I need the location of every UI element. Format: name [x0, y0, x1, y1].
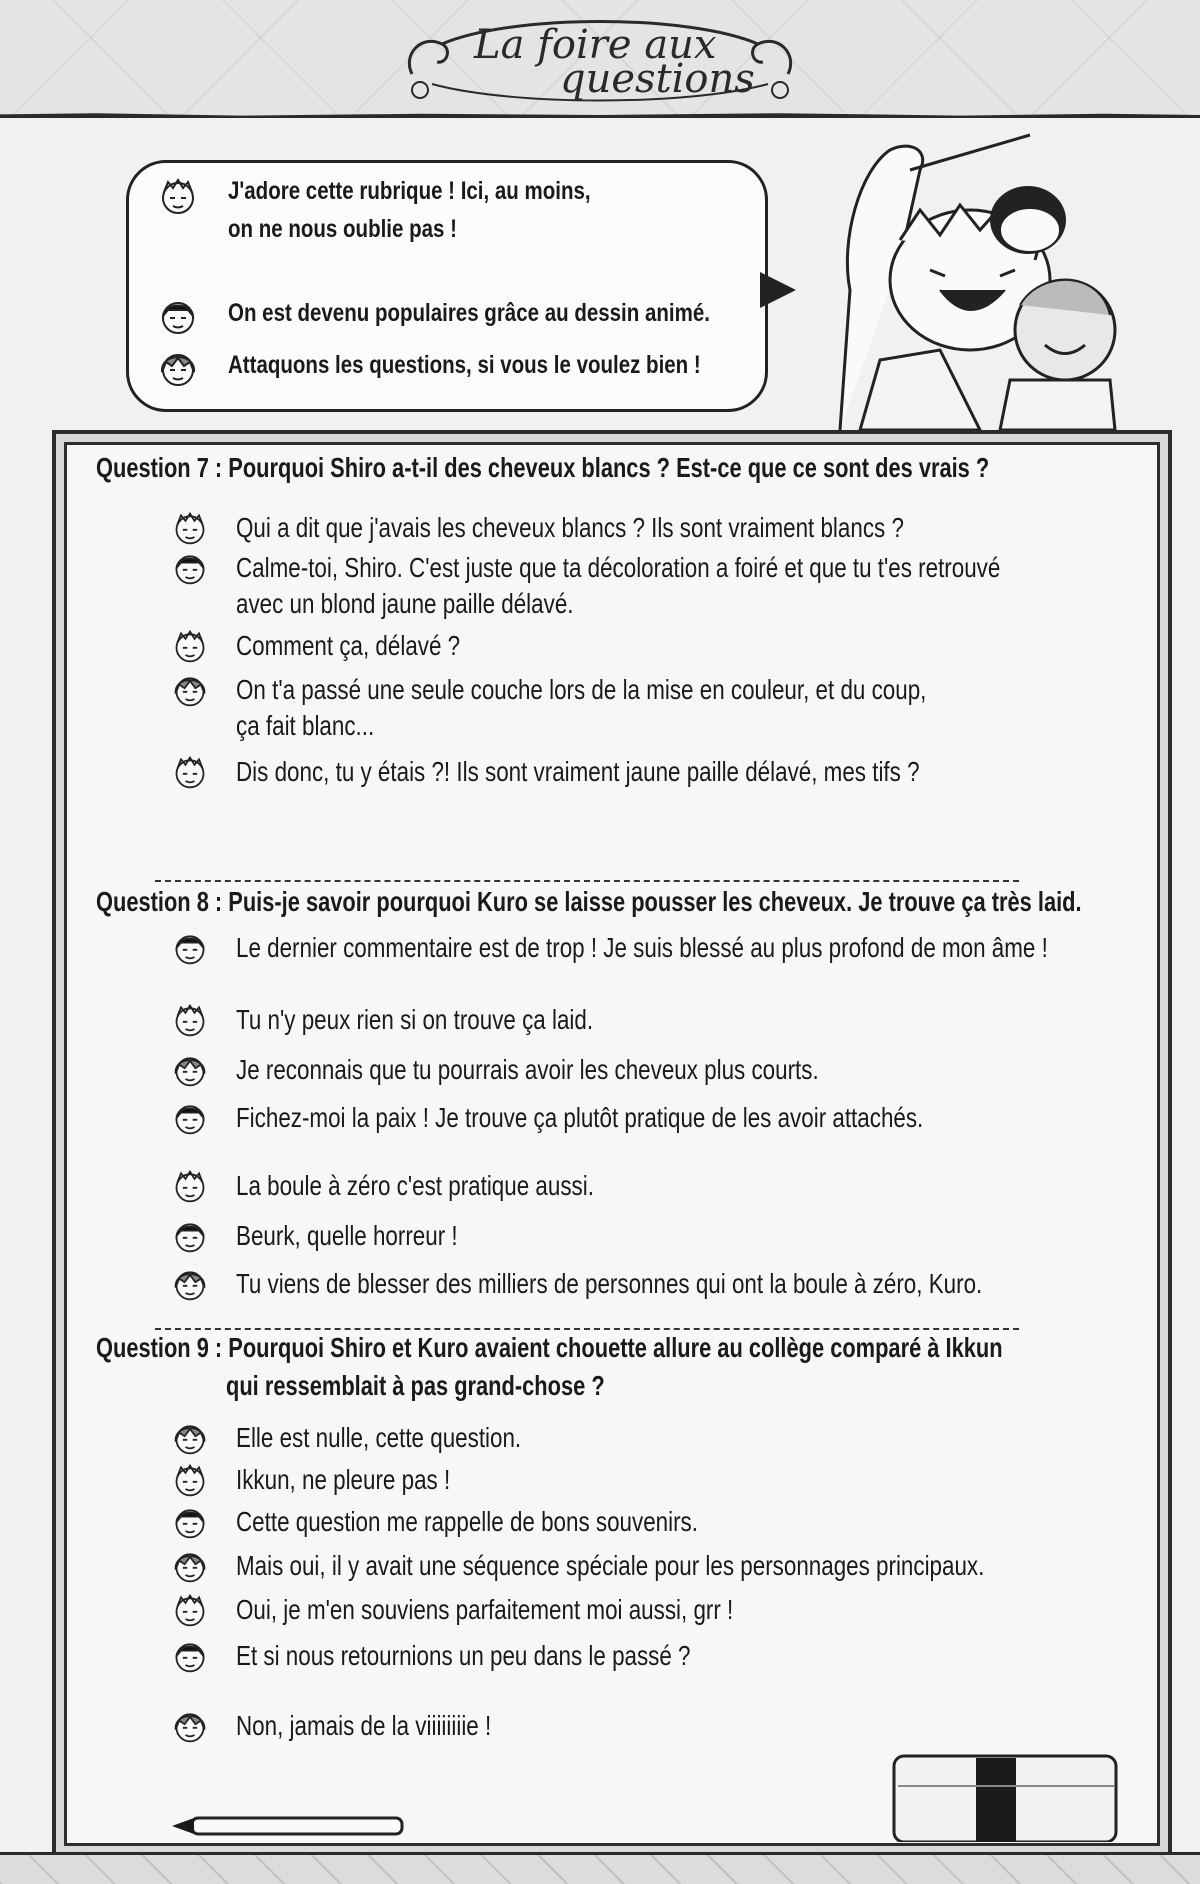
answer-line: Le dernier commentaire est de trop ! Je suis blessé au plus profond de mon âme ! [236, 932, 1048, 963]
board-eraser-illustration [888, 1742, 1122, 1842]
answer-line: ça fait blanc... [236, 710, 375, 741]
mascot-characters-illustration [780, 130, 1120, 430]
answer-line: La boule à zéro c'est pratique aussi. [236, 1170, 594, 1201]
kuro-face-icon [172, 1218, 208, 1254]
shiro-face-icon [172, 510, 208, 546]
shiro-face-icon [172, 754, 208, 790]
ikkun-face-icon [172, 1266, 208, 1302]
page-title-line1: La foire aux [474, 22, 717, 68]
ikkun-face-icon [172, 1420, 208, 1456]
intro-line: on ne nous oublie pas ! [228, 215, 457, 243]
question-line: Question 8 : Puis-je savoir pourquoi Kuro se laisse pousser les cheveux. Je trouve ça très laid. [96, 886, 1082, 917]
intro-line: On est devenu populaires grâce au dessin animé. [228, 299, 710, 327]
answer-line: On t'a passé une seule couche lors de la mise en couleur, et du coup, [236, 674, 927, 705]
answer-line: avec un blond jaune paille délavé. [236, 588, 574, 619]
kuro-face-icon [172, 1638, 208, 1674]
kuro-face-icon [172, 1504, 208, 1540]
intro-line: J'adore cette rubrique ! Ici, au moins, [228, 177, 591, 205]
answer-line: Je reconnais que tu pourrais avoir les cheveux plus courts. [236, 1054, 819, 1085]
answer-line: Tu n'y peux rien si on trouve ça laid. [236, 1004, 594, 1035]
kuro-face-icon [172, 550, 208, 586]
footer-strip [0, 1852, 1200, 1884]
shiro-face-icon [172, 1168, 208, 1204]
question-line: Question 7 : Pourquoi Shiro a-t-il des cheveux blancs ? Est-ce que ce sont des vrais ? [96, 452, 990, 483]
shiro-face-icon [172, 1592, 208, 1628]
answer-line: Fichez-moi la paix ! Je trouve ça plutôt pratique de les avoir attachés. [236, 1102, 924, 1133]
ikkun-face-icon [172, 672, 208, 708]
shiro-face-icon [172, 628, 208, 664]
intro-line: Attaquons les questions, si vous le voulez bien ! [228, 351, 701, 379]
question-line: qui ressemblait à pas grand-chose ? [226, 1370, 605, 1401]
answer-line: Beurk, quelle horreur ! [236, 1220, 458, 1251]
kuro-face-icon [172, 1100, 208, 1136]
ikkun-face-icon [172, 1052, 208, 1088]
answer-line: Dis donc, tu y étais ?! Ils sont vraiment jaune paille délavé, mes tifs ? [236, 756, 920, 787]
answer-line: Elle est nulle, cette question. [236, 1422, 522, 1453]
ikkun-face-icon [172, 1708, 208, 1744]
answer-line: Ikkun, ne pleure pas ! [236, 1464, 451, 1495]
page-title-line2: questions [560, 56, 755, 102]
marker-pen-illustration [172, 1812, 412, 1838]
answer-line: Et si nous retournions un peu dans le passé ? [236, 1640, 691, 1671]
answer-line: Qui a dit que j'avais les cheveux blancs ? Ils sont vraiment blancs ? [236, 512, 904, 543]
ikkun-face-icon [172, 1548, 208, 1584]
ikkun-face-icon [158, 348, 198, 388]
header-divider [0, 112, 1200, 118]
shiro-face-icon [172, 1462, 208, 1498]
shiro-face-icon [172, 1002, 208, 1038]
section-divider [155, 880, 1019, 882]
shiro-face-icon [158, 176, 198, 216]
answer-line: Oui, je m'en souviens parfaitement moi aussi, grr ! [236, 1594, 734, 1625]
kuro-face-icon [158, 296, 198, 336]
answer-line: Calme-toi, Shiro. C'est juste que ta décoloration a foiré et que tu t'es retrouvé [236, 552, 1001, 583]
answer-line: Cette question me rappelle de bons souvenirs. [236, 1506, 698, 1537]
header-banner [0, 0, 1200, 118]
answer-line: Non, jamais de la viiiiiiiie ! [236, 1710, 492, 1741]
kuro-face-icon [172, 930, 208, 966]
answer-line: Comment ça, délavé ? [236, 630, 461, 661]
answer-line: Tu viens de blesser des milliers de personnes qui ont la boule à zéro, Kuro. [236, 1268, 983, 1299]
answer-line: Mais oui, il y avait une séquence spéciale pour les personnages principaux. [236, 1550, 985, 1581]
question-line: Question 9 : Pourquoi Shiro et Kuro avaient chouette allure au collège comparé à Ikkun [96, 1332, 1003, 1363]
